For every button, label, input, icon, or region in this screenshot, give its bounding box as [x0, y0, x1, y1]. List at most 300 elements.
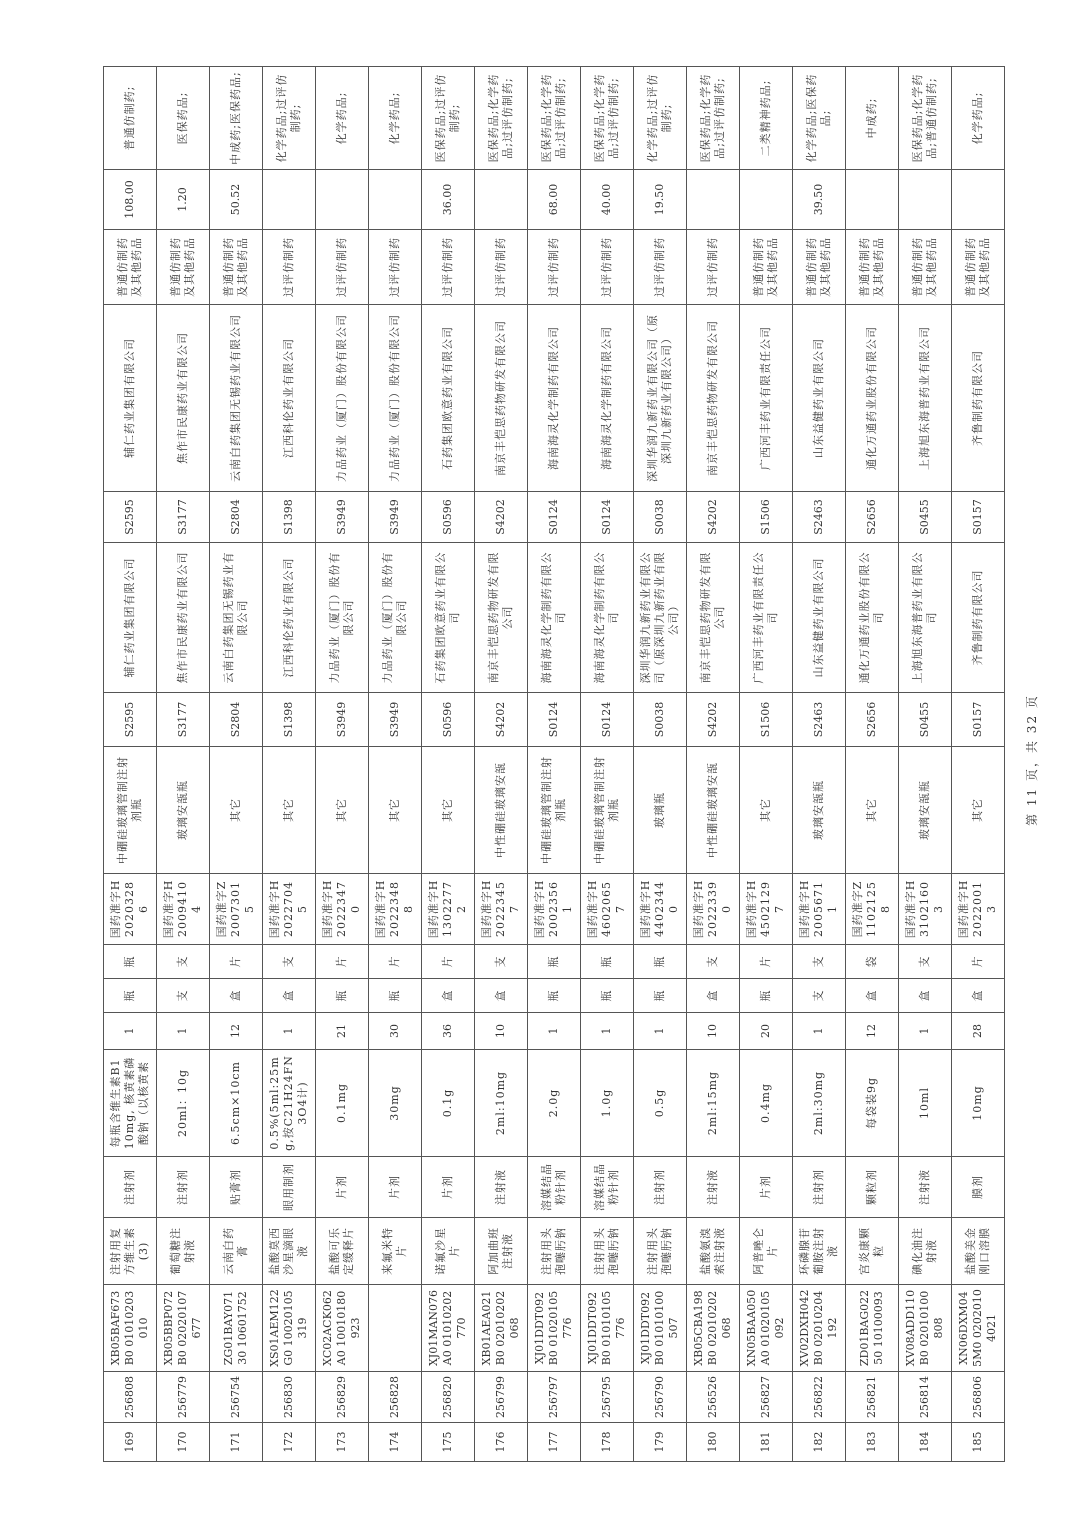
drug-id-cell: 256797: [528, 1372, 581, 1423]
dosage-form-cell: 注射液: [475, 1157, 528, 1218]
insurance-code-cell: XJ01DDT092B0 01010100507: [634, 1285, 687, 1372]
row-number-cell: 179: [634, 1423, 687, 1462]
table-row: [634, 67, 687, 1462]
drug-name-cell: 葡萄糖注射液: [157, 1218, 210, 1285]
package-unit-cell: 瓶: [316, 979, 369, 1013]
minimum-unit-cell: 瓶: [104, 945, 157, 979]
producer-code-cell: S3949: [316, 492, 369, 543]
producer-code-cell: S2804: [210, 492, 263, 543]
producer-code-cell: S2463: [793, 492, 846, 543]
package-unit-cell: 盒: [846, 979, 899, 1013]
company-code-cell: S0596: [422, 693, 475, 747]
insurance-code-cell: ZG01BAY07130 10601752: [210, 1285, 263, 1372]
row-number-cell: 180: [687, 1423, 740, 1462]
company-name-cell: 南京丰恺思药物研发有限公司: [475, 543, 528, 693]
price-cell: [369, 170, 422, 230]
insurance-code-cell: ZD01BAG02250 10100093: [846, 1285, 899, 1372]
dosage-form-cell: 溶媒结晶粉针剂: [528, 1157, 581, 1218]
approval-number-cell: 国药准字H20056711: [793, 874, 846, 945]
packaging-material-cell: 其它: [740, 747, 793, 874]
packaging-material-cell: 玻璃瓶: [634, 747, 687, 874]
company-name-cell: 山东益健药业有限公司: [793, 543, 846, 693]
drug-category-cell: 普通仿制药及其他药品: [104, 230, 157, 305]
company-name-cell: 力品药业（厦门）股份有限公司: [316, 543, 369, 693]
company-code-cell: S3177: [157, 693, 210, 747]
drug-id-cell: 256526: [687, 1372, 740, 1423]
package-unit-cell: 瓶: [740, 979, 793, 1013]
package-unit-cell: 盒: [952, 979, 1005, 1013]
drug-id-cell: 256754: [210, 1372, 263, 1423]
remarks-cell: 化学药品;: [952, 67, 1005, 170]
price-cell: 1.20: [157, 170, 210, 230]
price-cell: [475, 170, 528, 230]
minimum-unit-cell: 片: [740, 945, 793, 979]
insurance-code-cell: XV08ADD110B0 02010100808: [899, 1285, 952, 1372]
remarks-cell: 医保药品;化学药品;过评仿制药;: [581, 67, 634, 170]
company-code-cell: S0124: [581, 693, 634, 747]
producer-name-cell: 焦作市民康药业有限公司: [157, 305, 210, 492]
table-row: [528, 67, 581, 1462]
minimum-unit-cell: 片: [369, 945, 422, 979]
company-name-cell: 海南海灵化学制药有限公司: [581, 543, 634, 693]
package-quantity-cell: 1: [793, 1013, 846, 1050]
row-number-cell: 175: [422, 1423, 475, 1462]
row-number-cell: 183: [846, 1423, 899, 1462]
packaging-material-cell: 其它: [369, 747, 422, 874]
package-quantity-cell: 1: [104, 1013, 157, 1050]
package-unit-cell: 瓶: [104, 979, 157, 1013]
company-name-cell: 上海旭东海普药业有限公司: [899, 543, 952, 693]
packaging-material-cell: 中性硼硅玻璃安瓿: [475, 747, 528, 874]
approval-number-cell: 国药准字H20203286: [104, 874, 157, 945]
specification-cell: 2ml:30mg: [793, 1050, 846, 1157]
drug-name-cell: 云南白药膏: [210, 1218, 263, 1285]
producer-name-cell: 山东益健药业有限公司: [793, 305, 846, 492]
remarks-cell: 化学药品;过评仿制药;: [634, 67, 687, 170]
producer-code-cell: S4202: [687, 492, 740, 543]
minimum-unit-cell: 片: [422, 945, 475, 979]
insurance-code-cell: XB01AEA021B0 02010202068: [475, 1285, 528, 1372]
specification-cell: 0.5%(5ml:25mg,按C21H24FN3O4计): [263, 1050, 316, 1157]
drug-category-cell: 过评仿制药: [263, 230, 316, 305]
company-name-cell: 广西河丰药业有限责任公司: [740, 543, 793, 693]
specification-cell: 0.1mg: [316, 1050, 369, 1157]
packaging-material-cell: 玻璃安瓿瓶: [793, 747, 846, 874]
remarks-cell: 医保药品;化学药品;过评仿制药;: [528, 67, 581, 170]
minimum-unit-cell: 支: [263, 945, 316, 979]
package-quantity-cell: 1: [634, 1013, 687, 1050]
drug-category-cell: 过评仿制药: [634, 230, 687, 305]
drug-category-cell: 普通仿制药及其他药品: [157, 230, 210, 305]
table-row: [846, 67, 899, 1462]
minimum-unit-cell: 支: [475, 945, 528, 979]
price-cell: [846, 170, 899, 230]
company-code-cell: S4202: [475, 693, 528, 747]
remarks-cell: 医保药品;化学药品;过评仿制药;: [687, 67, 740, 170]
package-unit-cell: 盒: [422, 979, 475, 1013]
row-number-cell: 182: [793, 1423, 846, 1462]
producer-code-cell: S1398: [263, 492, 316, 543]
approval-number-cell: 国药准字H20094104: [157, 874, 210, 945]
table-row: [369, 67, 422, 1462]
table-row: [210, 67, 263, 1462]
table-body: [104, 67, 1005, 1462]
approval-number-cell: 国药准字Z20073015: [210, 874, 263, 945]
drug-name-cell: 盐酸可乐定缓释片: [316, 1218, 369, 1285]
minimum-unit-cell: 瓶: [528, 945, 581, 979]
package-quantity-cell: 12: [846, 1013, 899, 1050]
packaging-material-cell: 中性硼硅玻璃安瓿: [687, 747, 740, 874]
row-number-cell: 171: [210, 1423, 263, 1462]
approval-number-cell: 国药准字H20220013: [952, 874, 1005, 945]
company-name-cell: 云南白药集团无锡药业有限公司: [210, 543, 263, 693]
packaging-material-cell: 其它: [422, 747, 475, 874]
drug-id-cell: 256828: [369, 1372, 422, 1423]
drug-id-cell: 256790: [634, 1372, 687, 1423]
price-cell: [740, 170, 793, 230]
minimum-unit-cell: 瓶: [634, 945, 687, 979]
row-number-cell: 176: [475, 1423, 528, 1462]
dosage-form-cell: 注射剂: [634, 1157, 687, 1218]
packaging-material-cell: 其它: [846, 747, 899, 874]
price-cell: 19.50: [634, 170, 687, 230]
dosage-form-cell: 注射剂: [157, 1157, 210, 1218]
package-unit-cell: 盒: [475, 979, 528, 1013]
insurance-code-cell: XJ01DDT092B0 01020105776: [528, 1285, 581, 1372]
drug-name-cell: 盐酸美金刚口溶膜: [952, 1218, 1005, 1285]
insurance-code-cell: XB05BAF673B0 01010203010: [104, 1285, 157, 1372]
producer-code-cell: S0124: [581, 492, 634, 543]
producer-name-cell: 齐鲁制药有限公司: [952, 305, 1005, 492]
drug-id-cell: 256806: [952, 1372, 1005, 1423]
company-code-cell: S0157: [952, 693, 1005, 747]
specification-cell: 2.0g: [528, 1050, 581, 1157]
remarks-cell: 化学药品;: [316, 67, 369, 170]
package-unit-cell: 盒: [899, 979, 952, 1013]
remarks-cell: 化学药品;: [369, 67, 422, 170]
drug-category-cell: 过评仿制药: [369, 230, 422, 305]
price-cell: 108.00: [104, 170, 157, 230]
drug-name-cell: 注射用头孢噻肟钠: [634, 1218, 687, 1285]
drug-category-cell: 过评仿制药: [316, 230, 369, 305]
producer-code-cell: S0596: [422, 492, 475, 543]
insurance-code-cell: XB05CBA198B0 02010202068: [687, 1285, 740, 1372]
producer-code-cell: S1506: [740, 492, 793, 543]
table-row: [687, 67, 740, 1462]
drug-id-cell: 256829: [316, 1372, 369, 1423]
packaging-material-cell: 其它: [316, 747, 369, 874]
insurance-code-cell: XB05BBP072B0 02020107677: [157, 1285, 210, 1372]
table-row: [263, 67, 316, 1462]
company-name-cell: 通化万通药业股份有限公司: [846, 543, 899, 693]
price-cell: [687, 170, 740, 230]
package-unit-cell: 支: [793, 979, 846, 1013]
dosage-form-cell: 片剂: [369, 1157, 422, 1218]
packaging-material-cell: 其它: [263, 747, 316, 874]
specification-cell: 0.4mg: [740, 1050, 793, 1157]
package-quantity-cell: 1: [263, 1013, 316, 1050]
price-cell: [952, 170, 1005, 230]
package-unit-cell: 瓶: [634, 979, 687, 1013]
minimum-unit-cell: 支: [157, 945, 210, 979]
approval-number-cell: 国药准字Z11021258: [846, 874, 899, 945]
package-quantity-cell: 36: [422, 1013, 475, 1050]
price-cell: 39.50: [793, 170, 846, 230]
company-code-cell: S4202: [687, 693, 740, 747]
approval-number-cell: 国药准字H20223457: [475, 874, 528, 945]
row-number-cell: 177: [528, 1423, 581, 1462]
producer-name-cell: 江西科伦药业有限公司: [263, 305, 316, 492]
remarks-cell: 医保药品;化学药品;普通仿制药;: [899, 67, 952, 170]
package-quantity-cell: 1: [528, 1013, 581, 1050]
drug-name-cell: 碘化油注射液: [899, 1218, 952, 1285]
company-code-cell: S3949: [369, 693, 422, 747]
producer-code-cell: S3177: [157, 492, 210, 543]
minimum-unit-cell: 支: [793, 945, 846, 979]
package-quantity-cell: 12: [210, 1013, 263, 1050]
producer-code-cell: S4202: [475, 492, 528, 543]
price-cell: 40.00: [581, 170, 634, 230]
drug-category-cell: 普通仿制药及其他药品: [793, 230, 846, 305]
producer-name-cell: 云南白药集团无锡药业有限公司: [210, 305, 263, 492]
dosage-form-cell: 注射剂: [793, 1157, 846, 1218]
specification-cell: 每袋装9g: [846, 1050, 899, 1157]
insurance-code-cell: XN05BAA050A0 01020105092: [740, 1285, 793, 1372]
packaging-material-cell: 中硼硅玻璃管制注射剂瓶: [581, 747, 634, 874]
company-code-cell: S2656: [846, 693, 899, 747]
remarks-cell: 中成药;: [846, 67, 899, 170]
remarks-cell: 普通仿制药;: [104, 67, 157, 170]
insurance-code-cell: XC02ACK062A0 10010180923: [316, 1285, 369, 1372]
minimum-unit-cell: 片: [952, 945, 1005, 979]
page-footer: 第 11 页，共 32 页: [1025, 694, 1039, 826]
price-cell: 50.52: [210, 170, 263, 230]
insurance-code-cell: [369, 1285, 422, 1372]
package-unit-cell: 瓶: [369, 979, 422, 1013]
minimum-unit-cell: 片: [210, 945, 263, 979]
table-row: [740, 67, 793, 1462]
package-quantity-cell: 10: [475, 1013, 528, 1050]
drug-id-cell: 256820: [422, 1372, 475, 1423]
dosage-form-cell: 注射剂: [104, 1157, 157, 1218]
package-unit-cell: 盒: [687, 979, 740, 1013]
drug-category-cell: 过评仿制药: [422, 230, 475, 305]
producer-name-cell: 南京丰恺思药物研发有限公司: [687, 305, 740, 492]
company-code-cell: S3949: [316, 693, 369, 747]
row-number-cell: 178: [581, 1423, 634, 1462]
company-code-cell: S2595: [104, 693, 157, 747]
producer-name-cell: 南京丰恺思药物研发有限公司: [475, 305, 528, 492]
specification-cell: 10mg: [952, 1050, 1005, 1157]
package-quantity-cell: 30: [369, 1013, 422, 1050]
drug-id-cell: 256808: [104, 1372, 157, 1423]
producer-code-cell: S0455: [899, 492, 952, 543]
price-cell: [899, 170, 952, 230]
approval-number-cell: 国药准字H20223470: [316, 874, 369, 945]
drug-name-cell: 来氟米特片: [369, 1218, 422, 1285]
company-name-cell: 南京丰恺思药物研发有限公司: [687, 543, 740, 693]
company-name-cell: 石药集团欧意药业有限公司: [422, 543, 475, 693]
producer-name-cell: 海南海灵化学制药有限公司: [581, 305, 634, 492]
remarks-cell: 化学药品;医保药品;: [793, 67, 846, 170]
drug-category-cell: 过评仿制药: [475, 230, 528, 305]
row-number-cell: 185: [952, 1423, 1005, 1462]
minimum-unit-cell: 支: [687, 945, 740, 979]
company-code-cell: S0124: [528, 693, 581, 747]
dosage-form-cell: 注射液: [899, 1157, 952, 1218]
remarks-cell: 二类精神药品;: [740, 67, 793, 170]
company-name-cell: 海南海灵化学制药有限公司: [528, 543, 581, 693]
drug-id-cell: 256814: [899, 1372, 952, 1423]
specification-cell: 每瓶含维生素B1 10mg, 核黄素磷酸钠（以核黄素: [104, 1050, 157, 1157]
drug-name-cell: 注射用头孢噻肟钠: [528, 1218, 581, 1285]
package-unit-cell: 盒: [210, 979, 263, 1013]
approval-number-cell: 国药准字H20223488: [369, 874, 422, 945]
package-quantity-cell: 1: [899, 1013, 952, 1050]
dosage-form-cell: 片剂: [316, 1157, 369, 1218]
row-number-cell: 172: [263, 1423, 316, 1462]
drug-name-cell: 宫炎康颗粒: [846, 1218, 899, 1285]
producer-name-cell: 力品药业（厦门）股份有限公司: [369, 305, 422, 492]
package-unit-cell: 瓶: [581, 979, 634, 1013]
drug-category-cell: 普通仿制药及其他药品: [899, 230, 952, 305]
package-quantity-cell: 21: [316, 1013, 369, 1050]
drug-name-cell: 注射用复方维生素(3): [104, 1218, 157, 1285]
minimum-unit-cell: 瓶: [581, 945, 634, 979]
drug-id-cell: 256821: [846, 1372, 899, 1423]
table-row: [899, 67, 952, 1462]
producer-name-cell: 深圳华润九新药业有限公司（原深圳九新药业有限公司）: [634, 305, 687, 492]
row-number-cell: 184: [899, 1423, 952, 1462]
packaging-material-cell: 中硼硅玻璃管制注射剂瓶: [528, 747, 581, 874]
drug-category-cell: 普通仿制药及其他药品: [740, 230, 793, 305]
table-row: [104, 67, 157, 1462]
specification-cell: 0.1g: [422, 1050, 475, 1157]
drug-name-cell: 阿普唑仑片: [740, 1218, 793, 1285]
approval-number-cell: 国药准字H45021297: [740, 874, 793, 945]
minimum-unit-cell: 袋: [846, 945, 899, 979]
producer-name-cell: 通化万通药业股份有限公司: [846, 305, 899, 492]
company-code-cell: S0455: [899, 693, 952, 747]
package-quantity-cell: 1: [581, 1013, 634, 1050]
price-cell: 36.00: [422, 170, 475, 230]
drug-name-cell: 环磷腺苷葡胺注射液: [793, 1218, 846, 1285]
producer-name-cell: 辅仁药业集团有限公司: [104, 305, 157, 492]
company-code-cell: S2463: [793, 693, 846, 747]
drug-name-cell: 诺氟沙星片: [422, 1218, 475, 1285]
specification-cell: 2ml:15mg: [687, 1050, 740, 1157]
specification-cell: 30mg: [369, 1050, 422, 1157]
drug-name-cell: 阿加曲班注射液: [475, 1218, 528, 1285]
row-number-cell: 174: [369, 1423, 422, 1462]
minimum-unit-cell: 支: [899, 945, 952, 979]
drug-category-cell: 普通仿制药及其他药品: [210, 230, 263, 305]
company-code-cell: S1506: [740, 693, 793, 747]
package-unit-cell: 支: [157, 979, 210, 1013]
approval-number-cell: 国药准字H13022772: [422, 874, 475, 945]
packaging-material-cell: 其它: [210, 747, 263, 874]
approval-number-cell: 国药准字H20223390: [687, 874, 740, 945]
company-code-cell: S0038: [634, 693, 687, 747]
drug-category-cell: 过评仿制药: [581, 230, 634, 305]
package-unit-cell: 盒: [263, 979, 316, 1013]
drug-id-cell: 256822: [793, 1372, 846, 1423]
packaging-material-cell: 其它: [952, 747, 1005, 874]
dosage-form-cell: 眼用制剂: [263, 1157, 316, 1218]
rotated-table-container: [103, 67, 1005, 1462]
producer-code-cell: S2595: [104, 492, 157, 543]
drug-list-table: [103, 66, 1005, 1462]
company-name-cell: 力品药业（厦门）股份有限公司: [369, 543, 422, 693]
approval-number-cell: 国药准字H31021603: [899, 874, 952, 945]
drug-category-cell: 普通仿制药及其他药品: [846, 230, 899, 305]
dosage-form-cell: 贴膏剂: [210, 1157, 263, 1218]
producer-name-cell: 海南海灵化学制药有限公司: [528, 305, 581, 492]
package-quantity-cell: 1: [157, 1013, 210, 1050]
table-row: [475, 67, 528, 1462]
table-row: [793, 67, 846, 1462]
producer-code-cell: S0124: [528, 492, 581, 543]
producer-code-cell: S2656: [846, 492, 899, 543]
producer-code-cell: S0157: [952, 492, 1005, 543]
package-quantity-cell: 20: [740, 1013, 793, 1050]
remarks-cell: 中成药;医保药品;: [210, 67, 263, 170]
drug-category-cell: 过评仿制药: [528, 230, 581, 305]
producer-name-cell: 广西河丰药业有限责任公司: [740, 305, 793, 492]
company-name-cell: 深圳华润九新药业有限公司（原深圳九新药业有限公司）: [634, 543, 687, 693]
drug-id-cell: 256799: [475, 1372, 528, 1423]
table-row: [581, 67, 634, 1462]
company-name-cell: 江西科伦药业有限公司: [263, 543, 316, 693]
packaging-material-cell: 玻璃安瓿瓶: [157, 747, 210, 874]
approval-number-cell: 国药准字H44023440: [634, 874, 687, 945]
drug-id-cell: 256827: [740, 1372, 793, 1423]
price-cell: 68.00: [528, 170, 581, 230]
producer-code-cell: S3949: [369, 492, 422, 543]
remarks-cell: 医保药品;: [157, 67, 210, 170]
price-cell: [263, 170, 316, 230]
price-cell: [316, 170, 369, 230]
table-row: [952, 67, 1005, 1462]
remarks-cell: 医保药品;化学药品;过评仿制药;: [475, 67, 528, 170]
insurance-code-cell: XS01AEM122G0 10020105319: [263, 1285, 316, 1372]
drug-category-cell: 普通仿制药及其他药品: [952, 230, 1005, 305]
dosage-form-cell: 溶媒结晶粉针剂: [581, 1157, 634, 1218]
minimum-unit-cell: 片: [316, 945, 369, 979]
drug-id-cell: 256779: [157, 1372, 210, 1423]
row-number-cell: 173: [316, 1423, 369, 1462]
dosage-form-cell: 片剂: [422, 1157, 475, 1218]
drug-name-cell: 注射用头孢噻肟钠: [581, 1218, 634, 1285]
dosage-form-cell: 膜剂: [952, 1157, 1005, 1218]
specification-cell: 20ml：10g: [157, 1050, 210, 1157]
specification-cell: 6.5cm×10cm: [210, 1050, 263, 1157]
insurance-code-cell: XJ01DDT092B0 01010105776: [581, 1285, 634, 1372]
company-code-cell: S1398: [263, 693, 316, 747]
company-name-cell: 辅仁药业集团有限公司: [104, 543, 157, 693]
row-number-cell: 181: [740, 1423, 793, 1462]
company-name-cell: 齐鲁制药有限公司: [952, 543, 1005, 693]
producer-name-cell: 力品药业（厦门）股份有限公司: [316, 305, 369, 492]
table-row: [422, 67, 475, 1462]
approval-number-cell: 国药准字H20023561: [528, 874, 581, 945]
company-name-cell: 焦作市民康药业有限公司: [157, 543, 210, 693]
specification-cell: 10ml: [899, 1050, 952, 1157]
approval-number-cell: 国药准字H46020657: [581, 874, 634, 945]
producer-name-cell: 石药集团欧意药业有限公司: [422, 305, 475, 492]
producer-name-cell: 上海旭东海普药业有限公司: [899, 305, 952, 492]
approval-number-cell: 国药准字H20227045: [263, 874, 316, 945]
